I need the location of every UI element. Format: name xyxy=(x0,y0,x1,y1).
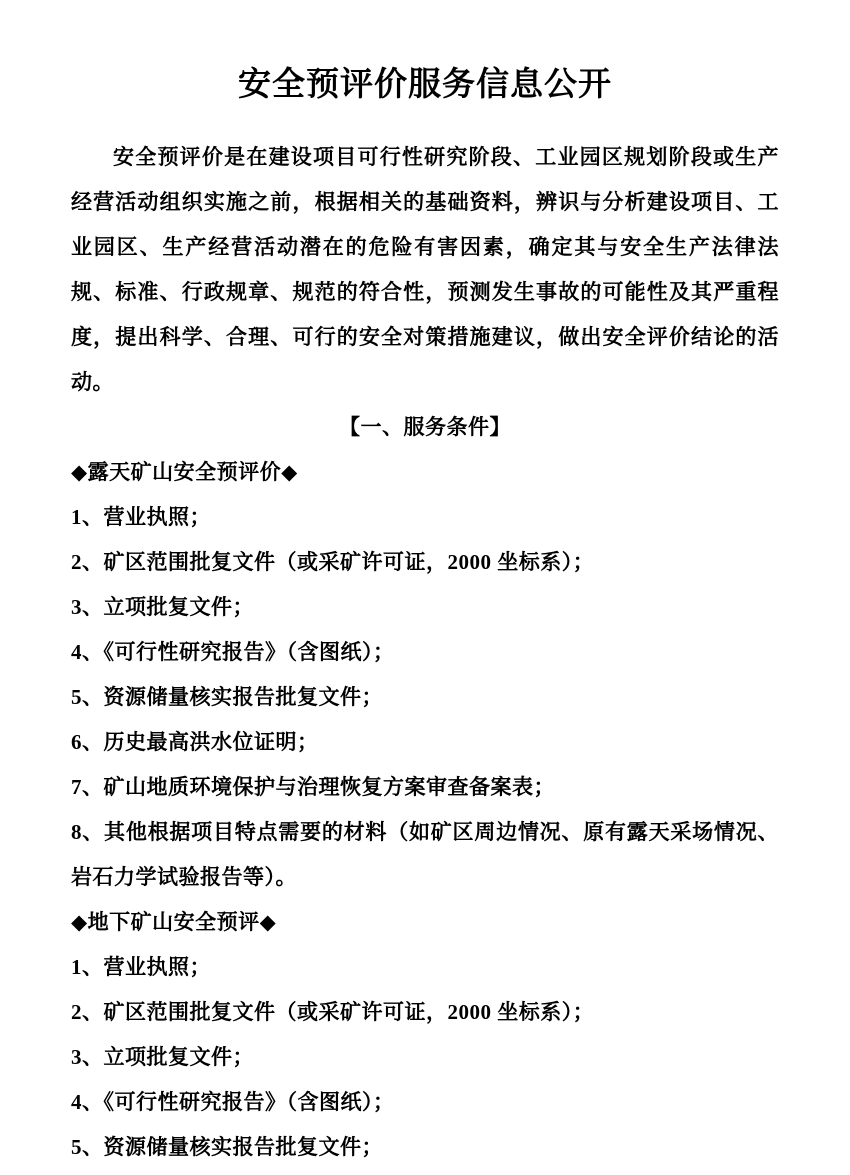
list-item: 5、资源储量核实报告批复文件； xyxy=(71,685,383,709)
list-item: 2、矿区范围批复文件（或采矿许可证，2000 坐标系）； xyxy=(71,1000,595,1024)
subsection-underground-mine xyxy=(71,900,779,1170)
list-item: 4、《可行性研究报告》（含图纸）； xyxy=(71,640,395,664)
list-item: 2、矿区范围批复文件（或采矿许可证，2000 坐标系）； xyxy=(71,550,595,574)
subsection-open-pit-mine xyxy=(71,450,779,900)
list-item: 7、矿山地质环境保护与治理恢复方案审查备案表； xyxy=(71,775,555,799)
document-title: 安全预评价服务信息公开 xyxy=(238,67,612,103)
list-item: 3、立项批复文件； xyxy=(71,595,254,619)
list-item: 3、立项批复文件； xyxy=(71,1045,254,1069)
list-item: 6、历史最高洪水位证明； xyxy=(71,730,319,754)
list-item: 5、资源储量核实报告批复文件； xyxy=(71,1135,383,1159)
list-item: 8、其他根据项目特点需要的材料（如矿区周边情况、原有露天采场情况、岩石力学试验报告等）。 xyxy=(71,820,779,889)
list-item: 4、《可行性研究报告》（含图纸）； xyxy=(71,1090,395,1114)
document-page xyxy=(0,62,850,1170)
subsection-heading: ◆露天矿山安全预评价◆ xyxy=(71,460,298,484)
list-item: 1、营业执照； xyxy=(71,505,211,529)
section-heading: 【一、服务条件】 xyxy=(339,415,511,439)
list-item: 1、营业执照； xyxy=(71,955,211,979)
intro-paragraph: 安全预评价是在建设项目可行性研究阶段、工业园区规划阶段或生产经营活动组织实施之前，根据相关的基础资料，辨识与分析建设项目、工业园区、生产经营活动潜在的危险有害因素，确定其与安全生产法律法规、标准、行政规章、规范的符合性，预测发生事故的可能性及其严重程度，提出科学、合理、可行的安全对策措施建议，做出安全评价结论的活动。 xyxy=(71,145,779,394)
subsection-heading: ◆地下矿山安全预评◆ xyxy=(71,910,277,934)
